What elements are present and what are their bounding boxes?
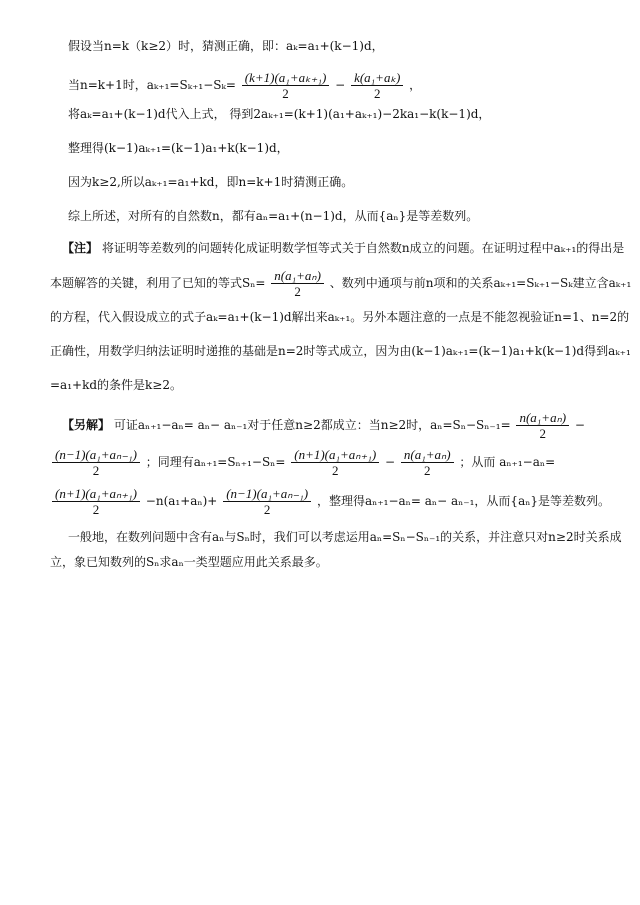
fraction-sn-minus-1 (52, 447, 140, 478)
note-line-4 (50, 343, 631, 359)
fraction-denominator: 2 (263, 502, 271, 517)
fraction-numerator: (k+1)(a₁+aₖ₊₁) (242, 70, 330, 86)
note-line-5 (50, 377, 182, 393)
alt-text: −n(a₁+aₙ)+ (145, 494, 218, 508)
paragraph-substitute (68, 106, 490, 122)
note-text: =a₁+kd的条件是k≥2。 (50, 378, 182, 392)
fraction-numerator: n(a₁+aₙ) (516, 410, 569, 426)
note-text: 、数列中通项与前n项和的关系aₖ₊₁=Sₖ₊₁−Sₖ建立含aₖ₊₁ (329, 276, 632, 290)
fraction-sn (271, 268, 324, 299)
fraction-sn-plus-1 (291, 447, 379, 478)
fraction-denominator: 2 (282, 86, 289, 101)
fraction-term-1 (52, 486, 140, 517)
note-line-1 (62, 240, 624, 256)
fraction-denominator: 2 (539, 426, 547, 441)
minus-sign: − (385, 455, 396, 469)
paragraph-assumption (68, 38, 384, 54)
general-text: 立，象已知数列的Sₙ求aₙ一类型题应用此关系最多。 (50, 555, 328, 569)
paragraph-simplify (68, 140, 289, 156)
paragraph-summary (68, 208, 478, 224)
fraction-numerator: n(a₁+aₙ) (271, 268, 324, 284)
alt-line-1 (62, 410, 585, 441)
summary-text: 综上所述，对所有的自然数n，都有aₙ=a₁+(n−1)d，从而{aₙ}是等差数列。 (68, 209, 479, 223)
fraction-numerator: n(a₁+aₙ) (401, 447, 454, 463)
note-text: 将证明等差数列的问题转化成证明数学恒等式关于自然数n成立的问题。在证明过程中aₖ₊₁的得出是 (101, 241, 625, 255)
fraction-denominator: 2 (373, 86, 381, 101)
comma: ， (409, 78, 422, 92)
substitute-text: 将aₖ=a₁+(k−1)d代入上式， 得到2aₖ₊₁=(k+1)(a₁+aₖ₊₁)−2ka₁−k(k−1)d， (68, 107, 491, 121)
minus-sign: − (574, 418, 585, 432)
note-text: 正确性，用数学归纳法证明时递推的基础是n=2时等式成立，因为由(k−1)aₖ₊₁=(k−1)a₁+k(k−1)d得到aₖ₊₁ (50, 344, 631, 358)
fraction-numerator: (n−1)(a₁+aₙ₋₁) (52, 447, 140, 463)
step-text: 当n=k+1时，aₖ₊₁=Sₖ₊₁−Sₖ= (68, 78, 236, 92)
note-line-2 (50, 268, 631, 299)
alt-line-2 (50, 447, 555, 478)
fraction-ak1-second (351, 70, 403, 101)
paragraph-conclusion-step (68, 174, 353, 190)
fraction-numerator: k(a₁+aₖ) (351, 70, 403, 86)
general-line-2 (50, 554, 328, 570)
fraction-denominator: 2 (423, 463, 431, 478)
fraction-denominator: 2 (92, 502, 100, 517)
fraction-sn-alt (516, 410, 569, 441)
alt-text: ，整理得aₙ₊₁−aₙ= aₙ− aₙ₋₁，从而{aₙ}是等差数列。 (316, 494, 611, 508)
fraction-denominator: 2 (294, 284, 301, 299)
alt-text: ；同理有aₙ₊₁=Sₙ₊₁−Sₙ= (145, 455, 286, 469)
note-line-3 (50, 309, 629, 325)
paragraph-step-k-plus-1 (68, 70, 421, 101)
conclusion-step-text: 因为k≥2,所以aₖ₊₁=a₁+kd，即n=k+1时猜测正确。 (68, 175, 354, 189)
alt-tag: 【另解】 (62, 418, 111, 432)
alt-line-3 (50, 486, 610, 517)
note-tag: 【注】 (62, 241, 99, 255)
fraction-denominator: 2 (92, 463, 100, 478)
alt-text: 可证aₙ₊₁−aₙ= aₙ− aₙ₋₁对于任意n≥2都成立：当n≥2时，aₙ=Sₙ−Sₙ₋₁= (113, 418, 511, 432)
fraction-term-2 (223, 486, 311, 517)
assumption-text: 假设当n=k（k≥2）时，猜测正确，即：aₖ=a₁+(k−1)d， (68, 39, 384, 53)
fraction-ak1-first (242, 70, 330, 101)
fraction-sn-alt-2 (401, 447, 454, 478)
simplify-text: 整理得(k−1)aₖ₊₁=(k−1)a₁+k(k−1)d， (68, 141, 289, 155)
alt-text: ；从而 aₙ₊₁−aₙ= (459, 455, 556, 469)
fraction-numerator: (n+1)(a₁+aₙ₊₁) (52, 486, 140, 502)
note-text: 的方程，代入假设成立的式子aₖ=a₁+(k−1)d解出来aₖ₊₁。另外本题注意的一点是不能忽视验证n=1、n=2的 (50, 310, 630, 324)
general-text: 一般地，在数列问题中含有aₙ与Sₙ时，我们可以考虑运用aₙ=Sₙ−Sₙ₋₁的关系，并注意只对n≥2时关系成 (68, 530, 622, 544)
general-line-1 (68, 529, 622, 545)
fraction-numerator: (n+1)(a₁+aₙ₊₁) (291, 447, 379, 463)
minus-sign: − (335, 78, 346, 92)
note-text: 本题解答的关键，利用了已知的等式Sₙ= (50, 276, 266, 290)
fraction-denominator: 2 (331, 463, 339, 478)
fraction-numerator: (n−1)(a₁+aₙ₋₁) (223, 486, 311, 502)
